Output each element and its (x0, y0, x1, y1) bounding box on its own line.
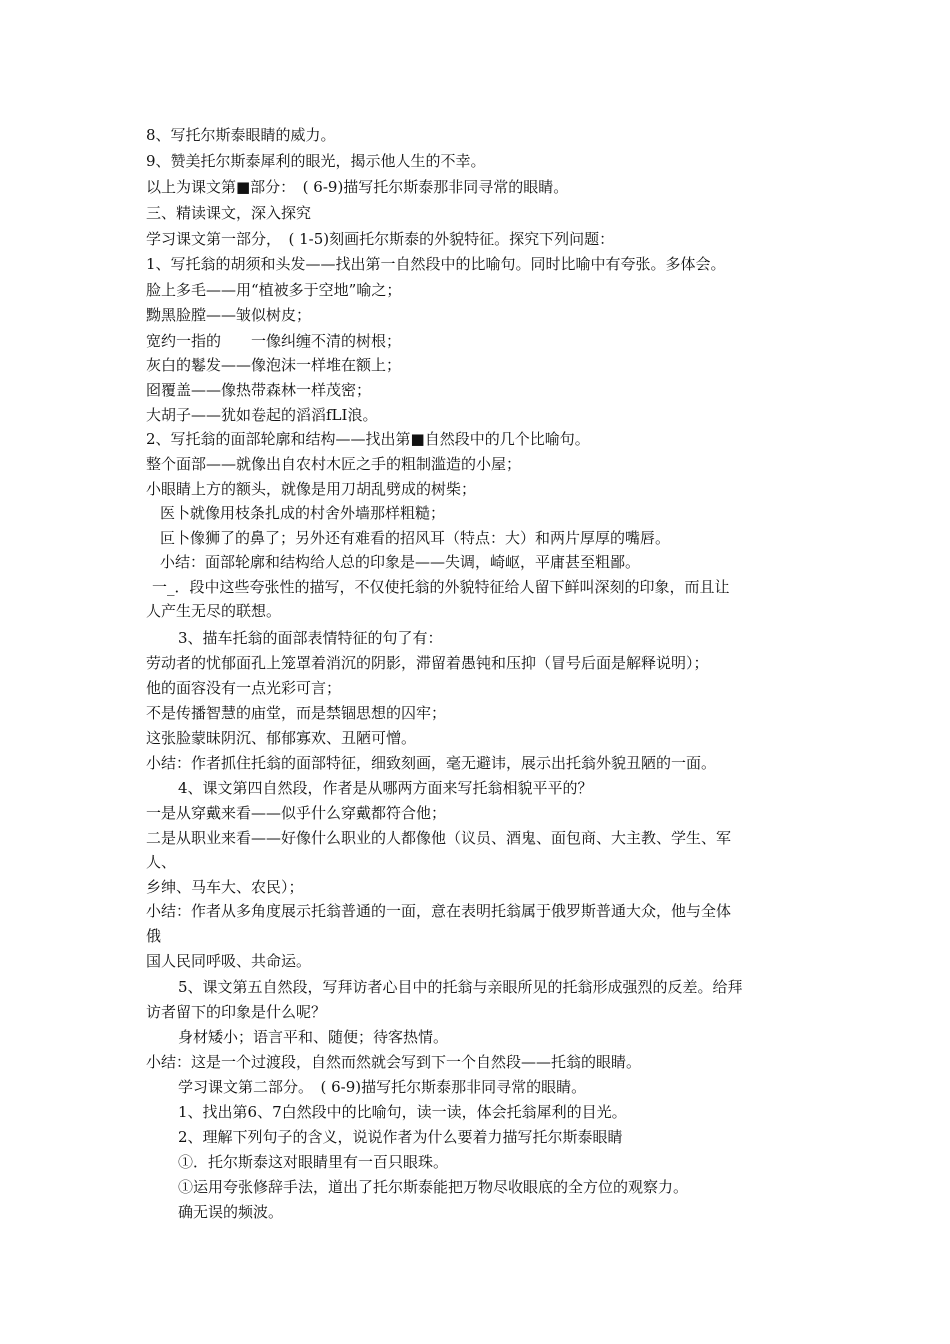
text-line: 4、课文第四自然段，作者是从哪两方面来写托翁相貌平平的？ (178, 779, 593, 797)
text-line: 2、理解下列句子的含义，说说作者为什么要着力描写托尔斯泰眼睛 (178, 1128, 623, 1146)
text-line: 劳动者的忧郁面孔上笼罩着消沉的阴影，滞留着愚钝和压抑（冒号后面是解释说明）； (146, 654, 709, 672)
text-line: 一是从穿戴来看——似乎什么穿戴都符合他； (146, 804, 447, 822)
text-line: 访者留下的印象是什么呢？ (146, 1003, 327, 1021)
summary-line: 小结：作者抓住托翁的面部特征，细致刻画，毫无避讳，展示出托翁外貌丑陋的一面。 (146, 754, 717, 772)
text-line: 二是从职业来看——好像什么职业的人都像他（议员、酒鬼、面包商、大主教、学生、军 (146, 829, 732, 847)
text-line: 乡绅、马车大、农民）； (146, 878, 304, 896)
summary-line: 小结：面部轮廓和结构给人总的印象是——失调，崎岖，平庸甚至粗鄙。 (160, 553, 641, 571)
text-line: 国人民同呼吸、共命运。 (146, 952, 312, 970)
text-line: 学习课文第一部分， ( 1-5)刻画托尔斯泰的外貌特征。探究下列问题： (146, 230, 615, 248)
text-line: 大胡子——犹如卷起的滔滔fLI浪。 (146, 406, 378, 424)
section-heading: 三、精读课文，深入探究 (146, 204, 312, 222)
text-line: 灰白的鬈发——像泡沫一样堆在额上； (146, 356, 402, 374)
text-line: 身材矮小；语言平和、随便；待客热情。 (178, 1028, 449, 1046)
text-line: 叵卜像狮了的鼻了；另外还有难看的招风耳（特点：大）和两片厚厚的嘴唇。 (160, 529, 671, 547)
summary-line: 小结：这是一个过渡段，自然而然就会写到下一个自然段——托翁的眼睛。 (146, 1053, 642, 1071)
text-line: 8、写托尔斯泰眼睛的威力。 (146, 126, 336, 144)
text-line: 1、找出第6、7白然段中的比喻句，读一读，体会托翁犀利的目光。 (178, 1103, 627, 1121)
text-line: 学习课文第二部分。 ( 6-9)描写托尔斯泰那非同寻常的眼睛。 (178, 1078, 587, 1096)
text-line: 以上为课文第■部分： ( 6-9)描写托尔斯泰那非同寻常的眼睛。 (146, 178, 569, 196)
text-line: 宽约一指的 一像纠缠不清的树根； (146, 332, 402, 350)
text-line: 5、课文第五自然段，写拜访者心目中的托翁与亲眼所见的托翁形成强烈的反差。给拜 (178, 978, 743, 996)
text-line: 一_．段中这些夸张性的描写，不仅使托翁的外貌特征给人留下鲜叫深刻的印象，而且让 (152, 578, 730, 596)
text-line: 3、描车托翁的面部表情特征的句了有： (178, 629, 443, 647)
text-line: 2、写托翁的面部轮廓和结构——找出第■自然段中的几个比喻句。 (146, 430, 590, 448)
text-line: ①．托尔斯泰这对眼睛里有一百只眼珠。 (178, 1153, 449, 1171)
text-line: 9、赞美托尔斯泰犀利的眼光，揭示他人生的不幸。 (146, 152, 486, 170)
text-line: 囵覆盖——像热带森林一样茂密； (146, 381, 372, 399)
summary-line: 小结：作者从多角度展示托翁普通的一面，意在表明托翁属于俄罗斯普通大众，他与全体 (146, 902, 732, 920)
text-line: ①运用夸张修辞手法，道出了托尔斯泰能把万物尽收眼底的全方位的观察力。 (178, 1178, 689, 1196)
text-line: 不是传播智慧的庙堂，而是禁锢思想的囚牢； (146, 704, 447, 722)
text-line: 整个面部——就像出自农村木匠之手的粗制滥造的小屋； (146, 455, 522, 473)
text-line: 俄 (146, 927, 162, 945)
text-line: 人产生无尽的联想。 (146, 602, 282, 620)
text-line: 1、写托翁的胡须和头发——找出第一自然段中的比喻句。同时比喻中有夸张。多体会。 (146, 255, 726, 273)
text-line: 人、 (146, 853, 177, 871)
text-line: 确无误的频波。 (178, 1203, 284, 1221)
text-line: 黝黑脸膛——皱似树皮； (146, 306, 312, 324)
text-line: 小眼睛上方的额头，就像是用刀胡乱劈成的树柴； (146, 480, 477, 498)
text-line: 脸上多毛——用“植被多于空地”喻之； (146, 281, 402, 299)
text-line: 这张脸蒙昧阴沉、郁郁寡欢、丑陋可憎。 (146, 729, 417, 747)
text-line: 他的面容没有一点光彩可言； (146, 679, 342, 697)
text-line: 医卜就像用枝条扎成的村舍外墙那样粗糙； (160, 504, 446, 522)
